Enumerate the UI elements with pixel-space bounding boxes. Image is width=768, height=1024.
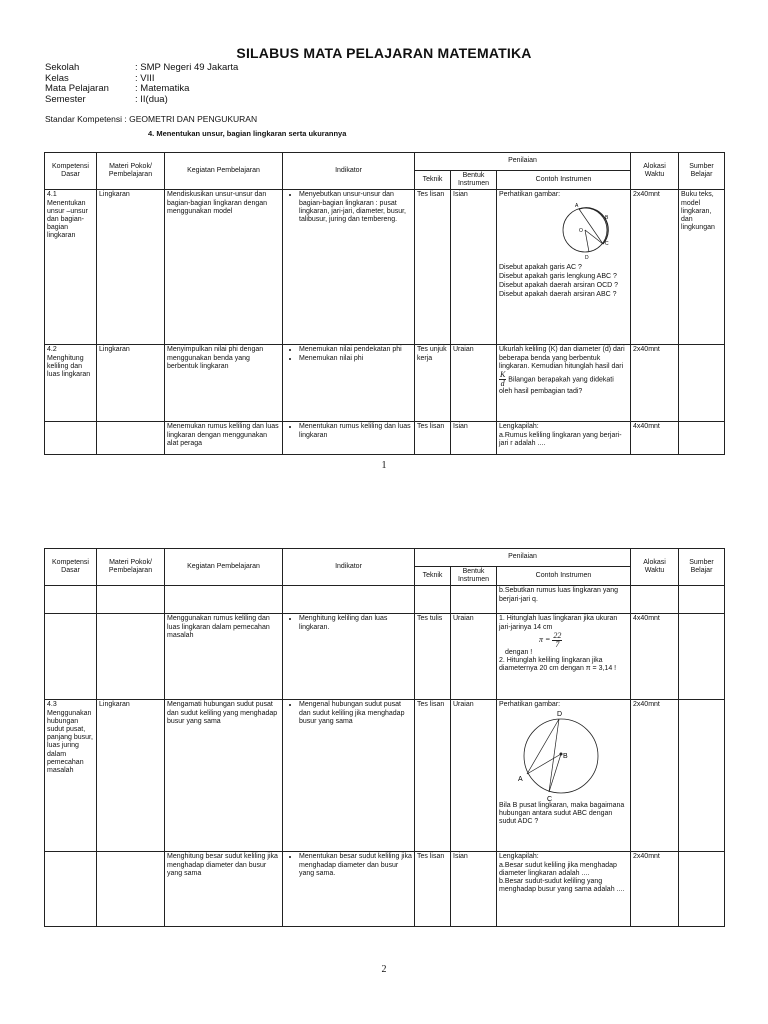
indikator-cell bbox=[283, 190, 415, 345]
header-penilaian: Penilaian bbox=[415, 153, 631, 171]
table-row bbox=[45, 614, 725, 700]
kegiatan-cell: Mendiskusikan unsur-unsur dan bagian-bagian lingkaran dengan menggunakan model bbox=[165, 190, 283, 345]
kd-cell: 4.2 Menghitung keliling dan luas lingkaran bbox=[45, 345, 97, 422]
materi-cell: Lingkaran bbox=[97, 700, 165, 852]
table-row bbox=[45, 345, 725, 422]
bentuk-cell: Uraian bbox=[451, 614, 497, 700]
kd-cell bbox=[45, 852, 97, 927]
header-materi: Materi Pokok/ Pembelajaran bbox=[97, 153, 165, 190]
indikator-item: • Menghitung keliling dan luas lingkaran. bbox=[299, 615, 412, 631]
header-teknik: Teknik bbox=[415, 171, 451, 190]
materi-cell bbox=[97, 586, 165, 614]
indikator-item: • Mengenal hubungan sudut pusat dan sudut keliling jika menghadap busur yang sama bbox=[299, 701, 412, 726]
kegiatan-cell: Mengamati hubungan sudut pusat dan sudut keliling yang menghadap busur yang sama bbox=[165, 700, 283, 852]
question-item: Disebut apakah daerah arsiran ABC ? bbox=[499, 291, 617, 299]
kd-cell bbox=[45, 614, 97, 700]
teknik-cell: Tes lisan bbox=[415, 422, 451, 455]
sumber-cell bbox=[679, 614, 725, 700]
fraction-den: 7 bbox=[555, 639, 560, 649]
label-c: C bbox=[605, 240, 609, 247]
meta-row-sekolah bbox=[45, 63, 238, 74]
meta-row-mapel bbox=[45, 84, 238, 95]
indikator-cell bbox=[283, 345, 415, 422]
kd-cell bbox=[45, 422, 97, 455]
question-item: Disebut apakah garis lengkung ABC ? bbox=[499, 272, 617, 280]
alokasi-cell bbox=[631, 586, 679, 614]
question-item: 2. Hitunglah keliling lingkaran jika diameternya 20 cm dengan π = 3,14 ! bbox=[499, 657, 617, 673]
indikator-cell bbox=[283, 614, 415, 700]
fraction-k-over-d bbox=[499, 371, 506, 388]
bentuk-cell bbox=[451, 586, 497, 614]
contoh-intro: Perhatikan gambar: bbox=[499, 191, 561, 199]
contoh-text: Bilangan berapakah yang didekati oleh hasil pembagian tadi? bbox=[499, 376, 614, 396]
header-teknik: Teknik bbox=[415, 567, 451, 586]
question-item: Disebut apakah garis AC ? bbox=[499, 263, 582, 271]
contoh-cell: b.Sebutkan rumus luas lingkaran yang berjari-jari q. bbox=[497, 586, 631, 614]
meta-value: : Matematika bbox=[135, 83, 190, 94]
fraction-num: 22 bbox=[553, 630, 562, 640]
materi-cell bbox=[97, 422, 165, 455]
circle-figure bbox=[499, 200, 623, 262]
bentuk-cell: Uraian bbox=[451, 345, 497, 422]
document-title: SILABUS MATA PELAJARAN MATEMATIKA bbox=[236, 45, 532, 61]
contoh-text: a.Rumus keliling lingkaran yang berjari-jari r adalah .... bbox=[499, 431, 622, 447]
kegiatan-cell: Menghitung besar sudut keliling jika menghadap diameter dan busur yang sama bbox=[165, 852, 283, 927]
contoh-text: Bila B pusat lingkaran, maka bagaimana hubungan antara sudut ABC dengan sudut ADC ? bbox=[499, 801, 625, 826]
fraction-den: d bbox=[500, 379, 505, 389]
table-row bbox=[45, 700, 725, 852]
indikator-item: • Menentukan rumus keliling dan luas lingkaran bbox=[299, 423, 412, 439]
header-alokasi: Alokasi Waktu bbox=[631, 549, 679, 586]
teknik-cell: Tes tulis bbox=[415, 614, 451, 700]
header-kompetensi: Kompetensi Dasar bbox=[45, 549, 97, 586]
label-d: D bbox=[585, 254, 589, 261]
label-b: B bbox=[605, 214, 609, 221]
question-item: Disebut apakah daerah arsiran OCD ? bbox=[499, 282, 619, 290]
kompetensi-title: 4. Menentukan unsur, bagian lingkaran serta ukurannya bbox=[148, 129, 347, 138]
header-sumber: Sumber Belajar bbox=[679, 153, 725, 190]
label-o: O bbox=[579, 227, 583, 234]
table-row bbox=[45, 586, 725, 614]
fraction-num: K bbox=[500, 370, 506, 380]
indikator-item: • Menentukan besar sudut keliling jika menghadap diameter dan busur yang sama. bbox=[299, 853, 412, 878]
question-item: 1. Hitunglah luas lingkaran jika ukuran jari-jarinya 14 cm bbox=[499, 615, 618, 631]
bentuk-cell: Isian bbox=[451, 190, 497, 345]
kegiatan-cell: Menggunakan rumus keliling dan luas lingkaran dalam pemecahan masalah bbox=[165, 614, 283, 700]
contoh-cell bbox=[497, 190, 631, 345]
meta-value: : VIII bbox=[135, 72, 155, 84]
alokasi-cell: 2x40mnt bbox=[631, 700, 679, 852]
school-info bbox=[45, 63, 238, 105]
materi-cell bbox=[97, 614, 165, 700]
alokasi-cell: 2x40mnt bbox=[631, 190, 679, 345]
alokasi-cell: 4x40mnt bbox=[631, 422, 679, 455]
kegiatan-cell bbox=[165, 586, 283, 614]
header-materi: Materi Pokok/ Pembelajaran bbox=[97, 549, 165, 586]
indikator-cell bbox=[283, 586, 415, 614]
pi-fraction bbox=[499, 632, 628, 649]
bentuk-cell: Uraian bbox=[451, 700, 497, 852]
teknik-cell: Tes lisan bbox=[415, 190, 451, 345]
indikator-item: • Menemukan nilai phi bbox=[299, 355, 412, 363]
table-row bbox=[45, 190, 725, 345]
indikator-cell bbox=[283, 700, 415, 852]
page-number: 1 bbox=[381, 460, 387, 471]
contoh-cell bbox=[497, 852, 631, 927]
bentuk-cell: Isian bbox=[451, 852, 497, 927]
fraction-22-over-7 bbox=[552, 632, 562, 649]
sumber-cell bbox=[679, 422, 725, 455]
header-kegiatan: Kegiatan Pembelajaran bbox=[165, 153, 283, 190]
indikator-item: • Menemukan nilai pendekatan phi bbox=[299, 346, 412, 354]
contoh-cell bbox=[497, 700, 631, 852]
header-penilaian: Penilaian bbox=[415, 549, 631, 567]
meta-key: Kelas bbox=[45, 72, 69, 84]
kegiatan-cell: Menemukan rumus keliling dan luas lingkaran dengan menggunakan alat peraga bbox=[165, 422, 283, 455]
page-number: 2 bbox=[381, 964, 387, 975]
contoh-intro: Perhatikan gambar: bbox=[499, 701, 561, 709]
sumber-cell: Buku teks, model lingkaran, dan lingkungan bbox=[679, 190, 725, 345]
header-contoh: Contoh Instrumen bbox=[497, 567, 631, 586]
sumber-cell bbox=[679, 586, 725, 614]
indikator-item: • Menyebutkan unsur-unsur dan bagian-bagian lingkaran : pusat lingkaran, jari-jari, diameter, busur, talibusur, juring dan tembereng. bbox=[299, 191, 412, 224]
indikator-cell bbox=[283, 852, 415, 927]
contoh-text: b.Besar sudut-sudut keliling yang menghadap busur yang sama adalah .... bbox=[499, 878, 625, 894]
header-kegiatan: Kegiatan Pembelajaran bbox=[165, 549, 283, 586]
kd-cell: 4.3 Menggunakan hubungan sudut pusat, panjang busur, luas juring dalam pemecahan masalah bbox=[45, 700, 97, 852]
inscribed-angle-figure bbox=[499, 710, 623, 802]
materi-cell: Lingkaran bbox=[97, 345, 165, 422]
materi-cell: Lingkaran bbox=[97, 190, 165, 345]
sumber-cell bbox=[679, 345, 725, 422]
teknik-cell: Tes unjuk kerja bbox=[415, 345, 451, 422]
header-alokasi: Alokasi Waktu bbox=[631, 153, 679, 190]
contoh-text: a.Besar sudut keliling jika menghadap diameter lingkaran adalah .... bbox=[499, 861, 617, 877]
meta-row-semester bbox=[45, 95, 238, 106]
label-c: C bbox=[547, 795, 553, 802]
meta-key: Mata Pelajaran bbox=[45, 83, 109, 94]
contoh-text: Ukurlah keliling (K) dan diameter (d) dari beberapa benda yang berbentuk lingkaran. Kemudian hitunglah hasil dari bbox=[499, 346, 625, 370]
alokasi-cell: 2x40mnt bbox=[631, 852, 679, 927]
question-list bbox=[499, 264, 628, 300]
meta-key: Semester bbox=[45, 93, 86, 105]
header-indikator: Indikator bbox=[283, 549, 415, 586]
meta-value: : II(dua) bbox=[135, 93, 168, 105]
header-bentuk: Bentuk Instrumen bbox=[451, 567, 497, 586]
alokasi-cell: 4x40mnt bbox=[631, 614, 679, 700]
alokasi-cell: 2x40mnt bbox=[631, 345, 679, 422]
contoh-cell bbox=[497, 422, 631, 455]
syllabus-table-page-2 bbox=[44, 548, 725, 927]
header-sumber: Sumber Belajar bbox=[679, 549, 725, 586]
pi-symbol: π = bbox=[539, 635, 551, 645]
contoh-cell bbox=[497, 345, 631, 422]
kegiatan-cell: Menyimpulkan nilai phi dengan menggunakan benda yang berbentuk lingkaran bbox=[165, 345, 283, 422]
teknik-cell bbox=[415, 586, 451, 614]
meta-value: : SMP Negeri 49 Jakarta bbox=[135, 62, 239, 73]
table-row bbox=[45, 852, 725, 927]
syllabus-table-page-1 bbox=[44, 152, 725, 455]
label-b: B bbox=[563, 752, 568, 760]
bentuk-cell: Isian bbox=[451, 422, 497, 455]
question-text: dengan ! bbox=[505, 648, 533, 656]
header-kompetensi: Kompetensi Dasar bbox=[45, 153, 97, 190]
label-a: A bbox=[575, 202, 579, 209]
meta-key: Sekolah bbox=[45, 62, 80, 73]
sumber-cell bbox=[679, 852, 725, 927]
teknik-cell: Tes lisan bbox=[415, 700, 451, 852]
kd-cell bbox=[45, 586, 97, 614]
teknik-cell: Tes lisan bbox=[415, 852, 451, 927]
kd-cell: 4.1 Menentukan unsur –unsur dan bagian-bagian lingkaran bbox=[45, 190, 97, 345]
table-row bbox=[45, 422, 725, 455]
contoh-text: Lengkapilah: bbox=[499, 423, 539, 431]
sumber-cell bbox=[679, 700, 725, 852]
header-indikator: Indikator bbox=[283, 153, 415, 190]
header-bentuk: Bentuk Instrumen bbox=[451, 171, 497, 190]
materi-cell bbox=[97, 852, 165, 927]
indikator-cell bbox=[283, 422, 415, 455]
standar-kompetensi: Standar Kompetensi : GEOMETRI DAN PENGUKURAN bbox=[45, 114, 258, 124]
label-d: D bbox=[557, 710, 563, 718]
label-a: A bbox=[518, 775, 523, 783]
contoh-text: Lengkapilah: bbox=[499, 853, 539, 861]
header-contoh: Contoh Instrumen bbox=[497, 171, 631, 190]
contoh-cell bbox=[497, 614, 631, 700]
